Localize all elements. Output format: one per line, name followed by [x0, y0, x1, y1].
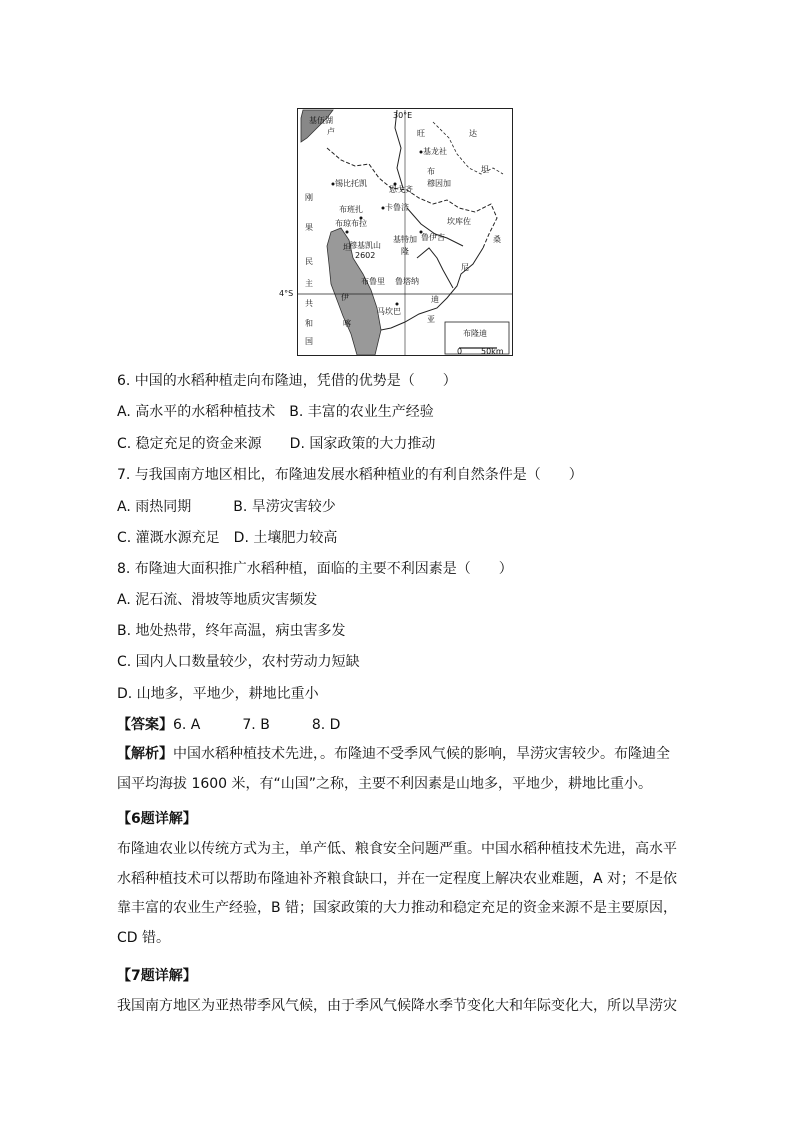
map-label: 迪: [431, 295, 439, 304]
q7-stem: 7. 与我国南方地区相比，布隆迪发展水稻种植业的有利自然条件是（ ）: [117, 467, 583, 483]
answer-6: 6. A: [173, 717, 201, 733]
map-label: 穆因加: [427, 179, 451, 188]
map-label: 布隆迪: [463, 329, 487, 338]
map-label: 主: [305, 279, 313, 288]
burundi-map: [279, 108, 513, 356]
map-label: 隆: [401, 247, 409, 256]
map-label: 锡比托凯: [335, 179, 367, 188]
q7-options-cd: C. 灌溉水源充足 D. 土壤肥力较高: [117, 530, 338, 546]
map-label: 卡鲁济: [385, 203, 409, 212]
map-label: 穆基凯山: [349, 241, 381, 250]
detail6-text: 布隆迪农业以传统方式为主，单产低、粮食安全问题严重。中国水稻种植技术先进，高水平水稻种植技术可以帮助布隆迪补齐粮食缺口，并在一定程度上解决农业难题，A 对；不是依靠丰富的农业生产经验，B 错；国家政策的大力推动和稳定充足的资金来源不是主要原因，CD 错。: [117, 841, 678, 946]
map-label: 坎库佐: [447, 217, 471, 226]
map-label: 马坎巴: [377, 307, 401, 316]
map-label: 民: [305, 257, 313, 266]
map-label: 基龙社: [423, 147, 447, 156]
answer-line: [117, 715, 340, 735]
map-label: 刚: [305, 193, 313, 202]
map-label: 4°S: [279, 289, 294, 298]
map-label: 喀: [343, 319, 351, 328]
q8-option-c: C. 国内人口数量较少，农村劳动力短缺: [117, 654, 360, 670]
map-label: 果: [305, 223, 313, 232]
q6-options-ab: A. 高水平的水稻种植技术 B. 丰富的农业生产经验: [117, 404, 434, 420]
map-label: 50km: [481, 347, 504, 356]
detail7-text: 我国南方地区为亚热带季风气候，由于季风气候降水季节变化大和年际变化大，所以旱涝灾: [117, 998, 677, 1014]
map-label: 共: [305, 299, 313, 308]
q7-options-ab: A. 雨热同期 B. 旱涝灾害较少: [117, 499, 336, 515]
map-label: 坦: [343, 243, 351, 252]
detail6-label: 【6题详解】: [117, 811, 197, 827]
detail7-label: 【7题详解】: [117, 968, 197, 984]
map-label: 布琼布拉: [335, 219, 367, 228]
analysis-text: 中国水稻种植技术先进，。布隆迪不受季风气候的影响，旱涝灾害较少。布隆迪全国平均海拔 1600 米，有“山国”之称，主要不利因素是山地多，平地少，耕地比重小。: [117, 746, 670, 792]
analysis-paragraph: [117, 740, 679, 799]
map-label: 布: [427, 167, 435, 176]
map-label: 鲁塔纳: [395, 277, 419, 286]
q8-option-b: B. 地处热带，终年高温，病虫害多发: [117, 623, 346, 639]
map-label: 国: [305, 337, 313, 346]
map-label: 恩戈齐: [389, 185, 413, 194]
map-label: 伊: [341, 293, 349, 302]
map-label: 达: [469, 129, 477, 138]
map-label: 和: [305, 319, 313, 328]
map-label: 0: [457, 347, 463, 356]
q6-stem: 6. 中国的水稻种植走向布隆迪，凭借的优势是（ ）: [117, 373, 457, 389]
analysis-label: 【解析】: [117, 746, 173, 762]
q8-option-d: D. 山地多，平地少，耕地比重小: [117, 686, 319, 702]
map-label: 基伍湖: [309, 116, 333, 125]
answer-label: 【答案】: [117, 717, 173, 733]
map-label: 尼: [461, 263, 469, 272]
q6-options-cd: C. 稳定充足的资金来源 D. 国家政策的大力推动: [117, 436, 436, 452]
map-label: 坦: [481, 165, 489, 174]
map-label: 旺: [417, 129, 425, 138]
map-label: 布鲁里: [361, 277, 385, 286]
map-label: 桑: [493, 235, 501, 244]
q8-option-a: A. 泥石流、滑坡等地质灾害频发: [117, 592, 318, 608]
answer-7: 7. B: [242, 717, 270, 733]
map-label: 鲁伊吉: [421, 233, 445, 242]
map-label: 布班扎: [339, 205, 363, 214]
map-label: 卢: [327, 127, 335, 136]
map-label: 30°E: [393, 111, 413, 120]
map-label: 亚: [427, 315, 435, 324]
q8-stem: 8. 布隆迪大面积推广水稻种植，面临的主要不利因素是（ ）: [117, 561, 513, 577]
answer-8: 8. D: [311, 717, 341, 733]
map-label: 2602: [355, 251, 376, 260]
map-label: 基特加: [393, 235, 417, 244]
